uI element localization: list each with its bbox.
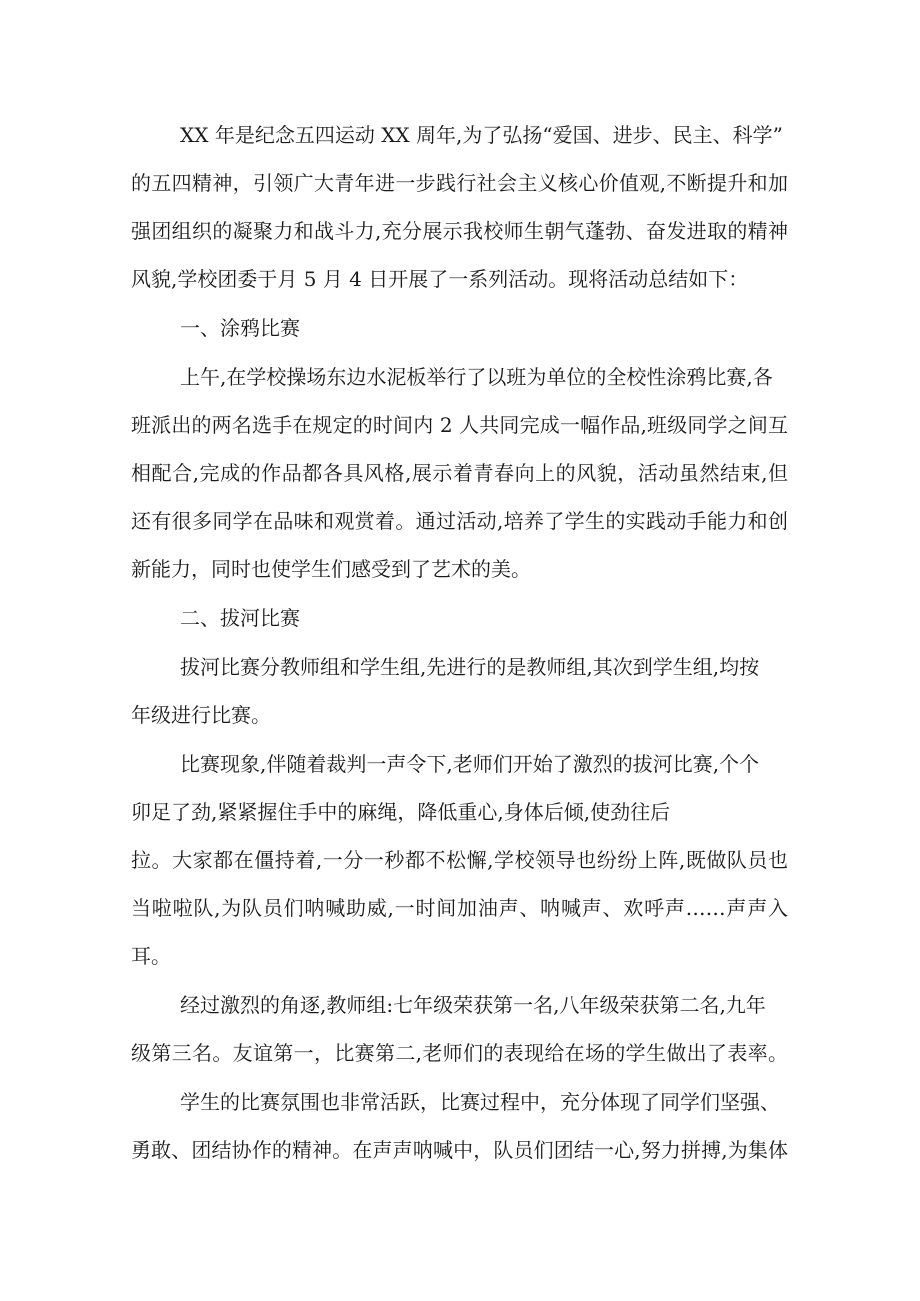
text-line: 学生的比赛氛围也非常活跃，比赛过程中，充分体现了同学们坚强、 bbox=[180, 1090, 780, 1114]
text-line: 拉。大家都在僵持着,一分一秒都不松懈,学校领导也纷纷上阵,既做队员也 bbox=[131, 848, 788, 872]
text-line: 强团组织的凝聚力和战斗力,充分展示我校师生朝气蓬勃、奋发进取的精神 bbox=[131, 219, 788, 243]
text-line: 风貌,学校团委于月 5 月 4 日开展了一系列活动。现将活动总结如下： bbox=[131, 267, 749, 291]
text-line: 的五四精神，引领广大青年进一步践行社会主义核心价值观,不断提升和加 bbox=[131, 171, 788, 195]
text-line: 当啦啦队,为队员们呐喊助威,一时间加油声、呐喊声、欢呼声……声声入 bbox=[131, 896, 788, 920]
text-line: 卯足了劲,紧紧握住手中的麻绳，降低重心,身体后倾,使劲往后 bbox=[131, 800, 671, 824]
text-line: 级第三名。友谊第一，比赛第二,老师们的表现给在场的学生做出了表率。 bbox=[131, 1041, 788, 1065]
text-line: XX 年是纪念五四运动 XX 周年,为了弘扬“爱国、进步、民主、科学” bbox=[180, 123, 783, 147]
text-line: 勇敢、团结协作的精神。在声声呐喊中，队员们团结一心,努力拼搏,为集体 bbox=[131, 1138, 788, 1162]
section-heading: 二、拔河比赛 bbox=[180, 606, 300, 630]
text-line: 年级进行比赛。 bbox=[131, 703, 271, 727]
text-line: 耳。 bbox=[131, 944, 171, 968]
text-line: 拔河比赛分教师组和学生组,先进行的是教师组,其次到学生组,均按 bbox=[180, 655, 760, 679]
text-line: 上午,在学校操场东边水泥板举行了以班为单位的全校性涂鸦比赛,各 bbox=[180, 365, 773, 389]
text-line: 比赛现象,伴随着裁判一声令下,老师们开始了激烈的拔河比赛,个个 bbox=[180, 752, 760, 776]
text-line: 相配合,完成的作品都各具风格,展示着青春向上的风貌，活动虽然结束,但 bbox=[131, 461, 788, 485]
text-line: 经过激烈的角逐,教师组:七年级荣获第一名,八年级荣获第二名,九年 bbox=[180, 993, 766, 1017]
text-line: 班派出的两名选手在规定的时间内 2 人共同完成一幅作品,班级同学之间互 bbox=[131, 413, 788, 437]
text-line: 新能力，同时也使学生们感受到了艺术的美。 bbox=[131, 557, 531, 581]
section-heading: 一、涂鸦比赛 bbox=[180, 316, 300, 340]
text-line: 还有很多同学在品味和观赏着。通过活动,培养了学生的实践动手能力和创 bbox=[131, 509, 788, 533]
